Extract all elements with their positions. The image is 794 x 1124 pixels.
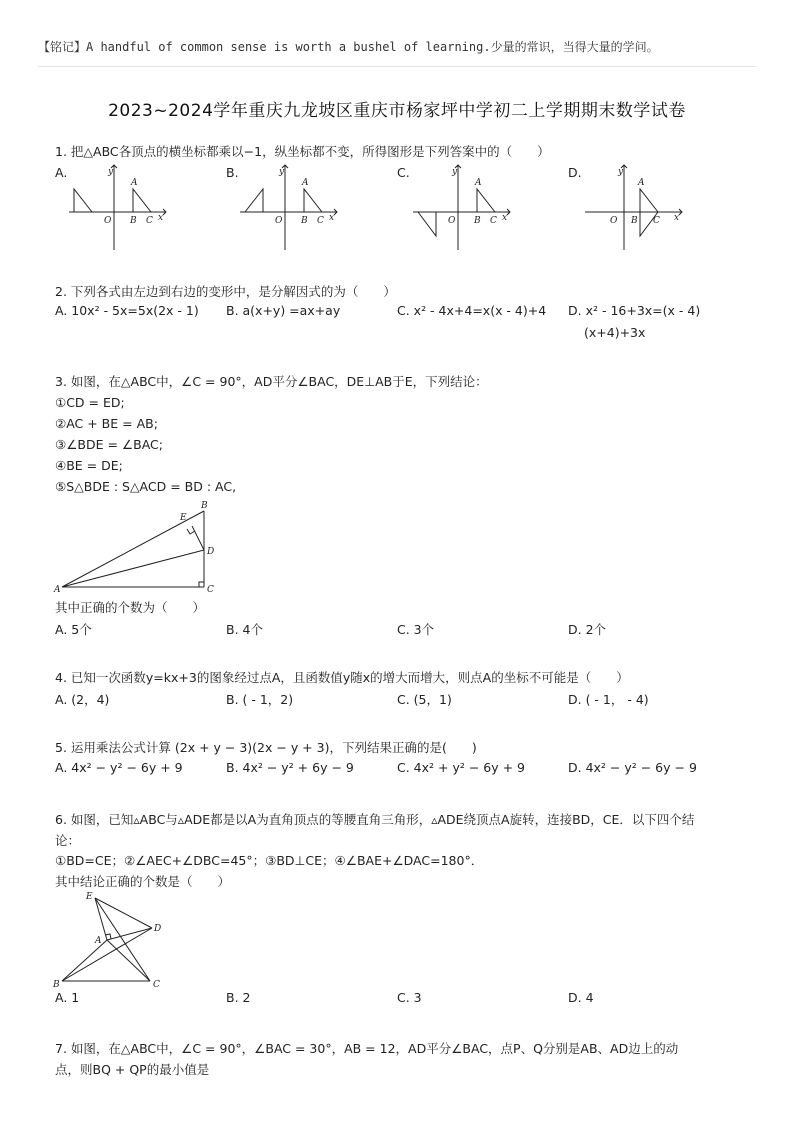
svg-text:B: B — [474, 216, 481, 226]
q5-option-b: B. 4x² − y² + 6y − 9 — [226, 760, 354, 775]
q6-stem-line2: 论： — [55, 833, 81, 848]
q3-item-3: ③∠BDE = ∠BAC; — [55, 437, 163, 452]
q1-graph-d — [582, 162, 692, 252]
q3-option-c: C. 3个 — [397, 622, 435, 637]
svg-text:A: A — [54, 585, 61, 595]
svg-text:C: C — [317, 216, 324, 226]
svg-text:C: C — [490, 216, 497, 226]
triangle-abc — [133, 189, 151, 212]
svg-text:x: x — [502, 213, 508, 223]
q3-option-d: D. 2个 — [568, 622, 607, 637]
svg-text:y: y — [618, 167, 624, 177]
svg-text:A: A — [95, 936, 102, 946]
q6-option-d: D. 4 — [568, 990, 594, 1005]
q2-option-d-cont: (x+4)+3x — [584, 325, 646, 340]
q5-option-a: A. 4x² − y² − 6y + 9 — [55, 760, 183, 775]
q3-option-b: B. 4个 — [226, 622, 263, 637]
q3-figure — [52, 496, 227, 598]
q1-option-a: A. — [55, 165, 68, 180]
header-divider — [38, 66, 756, 67]
q7-stem-line2: 点，则BQ + QP的最小值是 — [55, 1062, 210, 1077]
svg-text:y: y — [452, 167, 458, 177]
q6-option-c: C. 3 — [397, 990, 422, 1005]
q2-option-b: B. a(x+y) =ax+ay — [226, 303, 341, 318]
q2-option-a: A. 10x² - 5x=5x(2x - 1) — [55, 303, 199, 318]
svg-text:x: x — [158, 213, 164, 223]
q3-ask: 其中正确的个数为（ ） — [55, 600, 206, 615]
q2-option-d: D. x² - 16+3x=(x - 4) — [568, 303, 701, 318]
q2-stem: 2. 下列各式由左边到右边的变形中，是分解因式的为（ ） — [55, 284, 396, 299]
svg-text:A: A — [475, 178, 482, 188]
svg-text:A: A — [131, 178, 138, 188]
svg-text:y: y — [279, 167, 285, 177]
q1-graph-a — [66, 162, 176, 252]
svg-text:x: x — [329, 213, 335, 223]
q6-option-a: A. 1 — [55, 990, 80, 1005]
q5-option-c: C. 4x² + y² − 6y + 9 — [397, 760, 526, 775]
q4-option-c: C. (5，1) — [397, 692, 452, 707]
q6-option-b: B. 2 — [226, 990, 251, 1005]
svg-text:C: C — [146, 216, 153, 226]
q7-stem-line1: 7. 如图，在△ABC中，∠C = 90°，∠BAC = 30°，AB = 12，AD平分∠BAC，点P、Q分别是AB、AD边上的动 — [55, 1041, 679, 1056]
svg-text:E: E — [86, 892, 93, 902]
q3-stem: 3. 如图，在△ABC中，∠C = 90°，AD平分∠BAC，DE⊥AB于E，下列结论： — [55, 374, 488, 389]
q6-figure — [50, 888, 175, 992]
svg-text:B: B — [301, 216, 308, 226]
q1-stem: 1. 把△ABC各顶点的横坐标都乘以−1，纵坐标都不变，所得图形是下列答案中的（ ） — [55, 144, 550, 159]
svg-text:O: O — [275, 216, 283, 226]
q1-option-b: B. — [226, 165, 239, 180]
q4-option-b: B. ( - 1，2) — [226, 692, 294, 707]
q4-stem: 4. 已知一次函数y=kx+3的图象经过点A，且函数值y随x的增大而增大，则点A的坐标不可能是（ ） — [55, 670, 629, 685]
svg-text:C: C — [153, 980, 160, 990]
q1-graph-c — [410, 162, 520, 252]
q6-stem-line1: 6. 如图，已知▵ABC与▵ADE都是以A为直角顶点的等腰直角三角形，▵ADE绕顶点A旋转，连接BD，CE．以下四个结 — [55, 812, 695, 827]
q3-item-4: ④BE = DE; — [55, 458, 123, 473]
svg-text:D: D — [154, 924, 162, 934]
q3-item-1: ①CD = ED; — [55, 395, 125, 410]
svg-text:D: D — [207, 547, 215, 557]
svg-text:x: x — [674, 213, 680, 223]
page-title: 2023~2024学年重庆九龙坡区重庆市杨家坪中学初二上学期期末数学试卷 — [108, 101, 686, 121]
q1-graph-b — [237, 162, 347, 252]
q1-option-d: D. — [568, 165, 582, 180]
svg-text:B: B — [631, 216, 638, 226]
svg-text:B: B — [201, 501, 208, 511]
svg-text:A: A — [302, 178, 309, 188]
svg-text:A: A — [638, 178, 645, 188]
q3-item-5: ⑤S△BDE : S△ACD = BD : AC, — [55, 479, 237, 494]
svg-text:E: E — [180, 513, 187, 523]
q6-ask: 其中结论正确的个数是（ ） — [55, 874, 231, 889]
q4-option-d: D. ( - 1， - 4) — [568, 692, 649, 707]
q1-option-c: C. — [397, 165, 410, 180]
q3-item-2: ②AC + BE = AB; — [55, 416, 158, 431]
q4-option-a: A. (2，4) — [55, 692, 110, 707]
left-triangle — [74, 189, 92, 212]
q3-option-a: A. 5个 — [55, 622, 92, 637]
svg-text:B: B — [53, 980, 60, 990]
svg-text:C: C — [207, 585, 214, 595]
svg-text:B: B — [130, 216, 137, 226]
q6-conclusions: ①BD=CE；②∠AEC+∠DBC=45°；③BD⊥CE；④∠BAE+∠DAC=180°． — [55, 853, 484, 868]
svg-text:C: C — [653, 216, 660, 226]
svg-text:O: O — [610, 216, 618, 226]
header-motto: 【铭记】A handful of common sense is worth a bushel of learning.少量的常识，当得大量的学问。 — [38, 40, 659, 54]
svg-text:O: O — [448, 216, 456, 226]
svg-text:y: y — [108, 167, 114, 177]
svg-text:O: O — [104, 216, 112, 226]
q2-option-c: C. x² - 4x+4=x(x - 4)+4 — [397, 303, 547, 318]
q5-option-d: D. 4x² − y² − 6y − 9 — [568, 760, 697, 775]
q5-stem: 5. 运用乘法公式计算 (2x + y − 3)(2x − y + 3)，下列结果正确的是( ) — [55, 740, 477, 755]
